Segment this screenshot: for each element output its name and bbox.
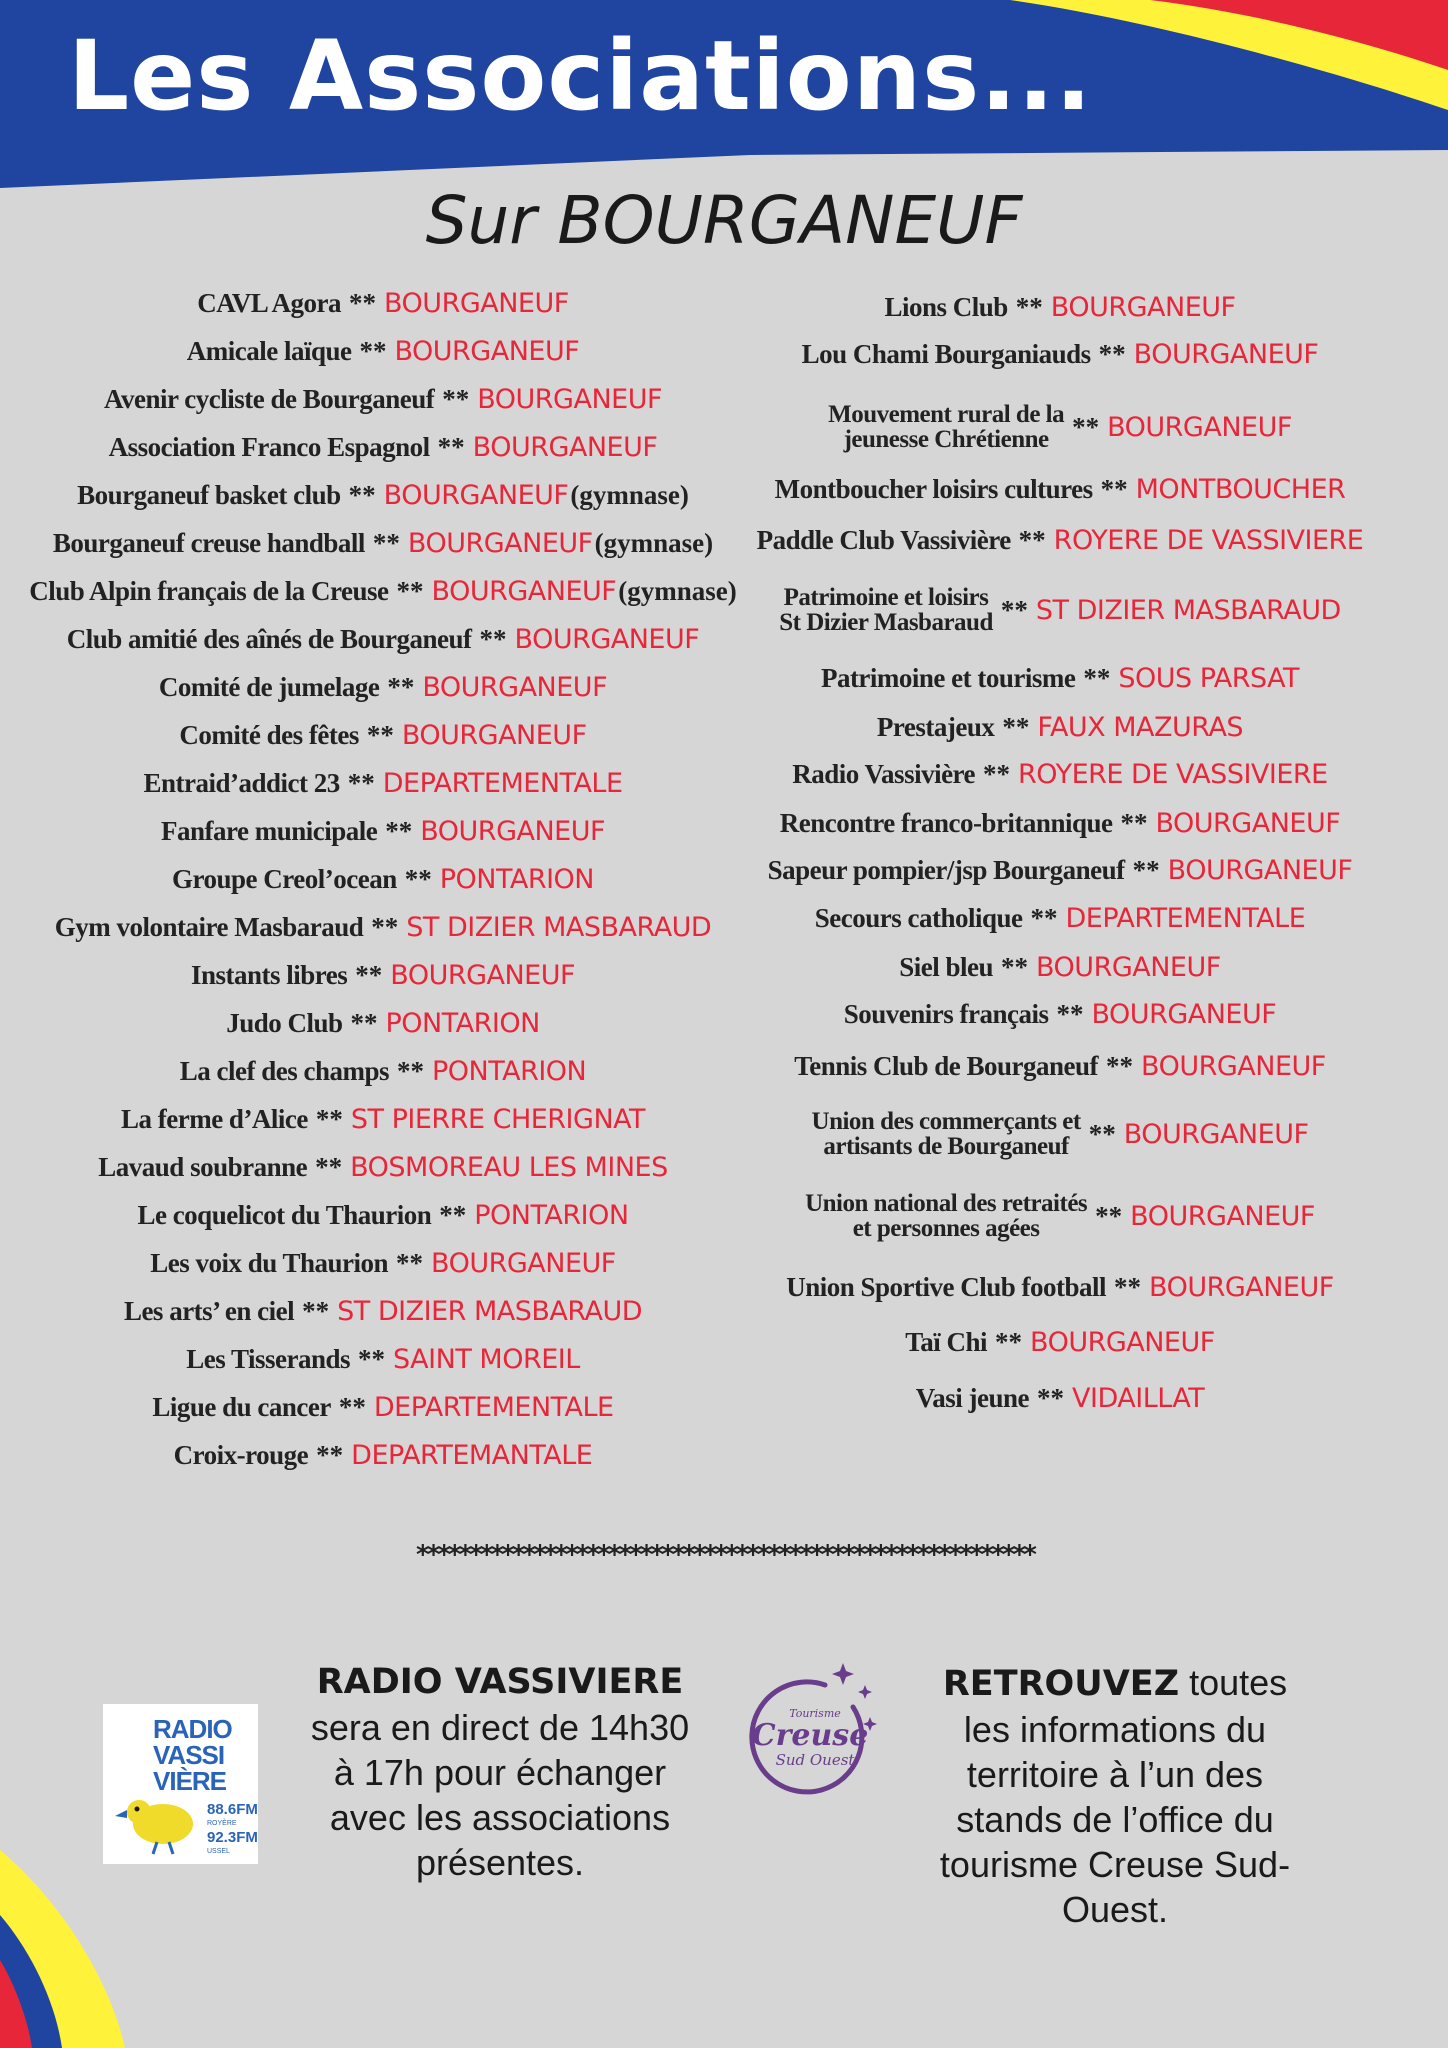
association-entry [174,1435,593,1475]
separator: ** [385,815,413,846]
separator: ** [1098,338,1126,369]
association-entry [794,1046,1326,1086]
association-name: Les Tisserands [186,1343,351,1374]
separator: ** [396,1055,424,1086]
association-location: PONTARION [385,1007,540,1039]
star-divider: ********************************************************** [415,1540,1033,1570]
association-entry [159,667,607,707]
association-entry [197,283,569,323]
association-location: BOURGANEUF [472,431,658,463]
separator: ** [316,1439,344,1470]
association-entry [109,427,658,467]
association-name: Bourganeuf creuse handball [52,527,365,558]
association-location: BOURGANEUF [1141,1050,1326,1082]
separator: ** [1001,951,1029,982]
radio-city-1: ROYÈRE [207,1820,237,1827]
association-entry [844,994,1277,1034]
tourism-logo-top: Tourisme [789,1707,841,1720]
association-name [828,402,1064,452]
association-location: BOURGANEUF [1130,1200,1315,1232]
radio-logo-line1: RADIO [153,1714,232,1744]
association-name: La clef des champs [179,1055,389,1086]
association-name: Les voix du Thaurion [150,1247,389,1278]
association-location: ROYERE DE VASSIVIERE [1053,524,1364,556]
association-entry [757,520,1364,560]
tourism-line: stands de l’office du [956,1799,1274,1840]
separator: ** [302,1295,330,1326]
radio-vassiviere-logo [103,1704,258,1864]
separator: ** [439,1199,467,1230]
association-name: Bourganeuf basket club [77,479,341,510]
separator: ** [1002,711,1030,742]
association-note: (gymnase) [594,527,714,558]
association-entry [905,1322,1215,1362]
association-location: BOURGANEUF [401,719,587,751]
association-entry [150,1243,616,1283]
association-entry [104,379,662,419]
association-name-line1: Patrimoine et loisirs [783,584,989,611]
separator: ** [1120,807,1148,838]
association-name: Judo Club [226,1007,343,1038]
separator: ** [396,575,424,606]
association-location: DEPARTEMENTALE [1065,902,1306,934]
association-name: Les arts’ en ciel [123,1295,295,1326]
separator: ** [350,1007,378,1038]
association-name [812,1109,1081,1159]
association-location: BOURGANEUF [384,287,569,319]
association-entry [828,395,1292,459]
radio-logo-line3: VIÈRE [153,1766,227,1796]
association-entry [805,1184,1315,1248]
association-name: Entraid’addict 23 [143,767,340,798]
association-entry [98,1147,667,1187]
association-name: Groupe Creol’ocean [172,863,397,894]
association-location: BOURGANEUF [431,1247,616,1279]
radio-line: à 17h pour échanger [333,1752,667,1793]
association-location: BOURGANEUF [407,527,593,559]
association-entry [53,523,713,563]
association-entry [191,955,575,995]
radio-line: sera en direct de 14h30 [310,1707,690,1748]
association-entry [161,811,605,851]
association-location: BOURGANEUF [390,959,576,991]
association-location: BOURGANEUF [383,479,569,511]
separator: ** [1015,291,1043,322]
separator: ** [479,623,507,654]
association-entry [186,1339,580,1379]
association-name: La ferme d’Alice [120,1103,308,1134]
association-location: BOURGANEUF [394,335,580,367]
association-note: (gymnase) [618,575,737,606]
separator: ** [315,1103,343,1134]
association-location: VIDAILLAT [1072,1382,1205,1414]
separator: ** [983,758,1011,789]
tourism-logo-sub: Sud Ouest [775,1751,855,1769]
separator: ** [1088,1118,1116,1149]
separator: ** [1100,473,1128,504]
association-name-line1: Union des commerçants et [811,1108,1081,1135]
association-location: PONTARION [431,1055,587,1087]
association-name: Association Franco Espagnol [108,431,430,462]
association-entry [29,571,737,611]
association-location: BOURGANEUF [1155,807,1341,839]
separator: ** [1114,1271,1142,1302]
association-location: PONTARION [474,1199,629,1231]
association-name: Ligue du cancer [152,1391,331,1422]
separator: ** [349,287,377,318]
association-name: Lions Club [884,291,1008,322]
association-name: Fanfare municipale [160,815,378,846]
tourism-announcement [890,1660,1340,1932]
separator: ** [366,719,394,750]
separator: ** [396,1247,424,1278]
association-note: (gymnase) [570,479,689,510]
association-entry [812,1102,1309,1166]
association-name: Lavaud soubranne [98,1151,308,1182]
separator: ** [1106,1050,1134,1081]
association-location: BOURGANEUF [1036,951,1221,983]
association-location: PONTARION [439,863,594,895]
association-name [779,585,993,635]
tourism-line: les informations du [963,1709,1267,1750]
association-location: BOURGANEUF [1123,1118,1309,1150]
association-location: BOURGANEUF [1050,291,1236,323]
radio-logo-line2: VASSI [153,1740,225,1770]
association-name-line2: et personnes agées [852,1215,1040,1242]
association-entry [802,334,1319,374]
association-name: CAVL Agora [197,287,342,318]
association-entry [884,287,1235,327]
association-name: Taï Chi [905,1326,988,1357]
association-location: ST DIZIER MASBARAUD [337,1295,643,1327]
association-entry [899,947,1221,987]
association-entry [815,898,1306,938]
association-name-line1: Mouvement rural de la [828,401,1065,428]
association-entry [179,715,586,755]
association-entry [172,859,594,899]
page-subtitle: Sur BOURGANEUF [425,182,1023,259]
tourism-line: tourisme Creuse Sud- [939,1844,1291,1885]
association-name: Rencontre franco-britannique [779,807,1113,838]
association-entry [779,578,1341,642]
association-name-line2: jeunesse Chrétienne [843,426,1049,453]
association-location: BOURGANEUF [477,383,662,415]
separator: ** [995,1326,1023,1357]
association-name-line1: Union national des retraités [805,1190,1088,1217]
separator: ** [437,431,465,462]
separator: ** [358,1343,386,1374]
separator: ** [371,911,399,942]
association-entry [67,619,700,659]
association-location: DEPARTEMENTALE [373,1391,614,1423]
bird-icon [111,1790,206,1855]
separator: ** [1083,662,1111,693]
association-location: BOURGANEUF [1133,338,1319,370]
association-name: Montboucher loisirs cultures [774,473,1093,504]
separator: ** [1056,998,1084,1029]
separator: ** [1030,902,1058,933]
association-location: BOURGANEUF [422,671,608,703]
separator: ** [347,767,375,798]
separator: ** [338,1391,366,1422]
association-location: BOURGANEUF [1149,1271,1334,1303]
association-name: Croix-rouge [173,1439,309,1470]
association-name: Club amitié des aînés de Bourganeuf [66,623,472,654]
separator: ** [1072,411,1100,442]
creuse-sud-ouest-logo [735,1655,885,1805]
association-entry [180,1051,587,1091]
association-entry [152,1387,613,1427]
association-name: Radio Vassivière [792,758,976,789]
separator: ** [442,383,470,414]
association-entry [77,475,689,515]
association-location: BOURGANEUF [1167,854,1353,886]
association-name: Sapeur pompier/jsp Bourganeuf [767,854,1125,885]
separator: ** [1037,1382,1065,1413]
association-name: Comité des fêtes [179,719,359,750]
association-name: Comité de jumelage [158,671,380,702]
association-location: ST DIZIER MASBARAUD [406,911,712,943]
association-location: SOUS PARSAT [1118,662,1300,694]
association-location: BOURGANEUF [431,575,617,607]
association-location: SAINT MOREIL [393,1343,580,1375]
association-entry [143,763,622,803]
radio-heading: RADIO VASSIVIERE [316,1662,684,1702]
radio-line: avec les associations [329,1797,671,1838]
separator: ** [1095,1200,1123,1231]
association-entry [792,754,1327,794]
association-name: Souvenirs français [843,998,1049,1029]
sparkle-icon [832,1663,854,1685]
radio-announcement [285,1660,715,1885]
separator: ** [315,1151,343,1182]
association-location: BOSMOREAU LES MINES [350,1151,668,1183]
association-name: Gym volontaire Masbaraud [54,911,364,942]
radio-freq-2: 92.3FM [207,1829,258,1846]
association-name: Instants libres [190,959,348,990]
association-entry [877,707,1243,747]
association-entry [55,907,711,947]
association-name-line2: St Dizier Masbaraud [779,609,993,636]
radio-line: présentes. [415,1842,585,1883]
separator: ** [1018,524,1046,555]
association-location: BOURGANEUF [1091,998,1277,1030]
separator: ** [372,527,400,558]
radio-freq-1: 88.6FM [207,1801,258,1818]
association-entry [780,803,1341,843]
tourism-logo-main: Creuse [751,1718,869,1753]
separator: ** [348,479,376,510]
association-location: DEPARTEMANTALE [351,1439,593,1471]
association-name: Secours catholique [814,902,1023,933]
tourism-line: Ouest. [1061,1889,1169,1930]
association-name: Prestajeux [876,711,995,742]
association-name: Vasi jeune [915,1382,1030,1413]
association-location: BOURGANEUF [1030,1326,1215,1358]
sparkle-icon [858,1685,872,1699]
association-name: Patrimoine et tourisme [820,662,1076,693]
association-entry [124,1291,642,1331]
association-name-line2: artisants de Bourganeuf [823,1133,1069,1160]
association-name: Union Sportive Club football [786,1271,1107,1302]
association-entry [187,331,580,371]
association-location: FAUX MAZURAS [1037,711,1244,743]
association-location: ST PIERRE CHERIGNAT [350,1103,646,1135]
association-entry [786,1267,1334,1307]
separator: ** [1132,854,1160,885]
tourism-heading-rest: toutes [1179,1662,1288,1703]
association-location: MONTBOUCHER [1135,473,1346,505]
radio-city-2: USSEL [207,1848,230,1855]
association-entry [226,1003,540,1043]
association-location: BOURGANEUF [420,815,606,847]
association-entry [916,1378,1205,1418]
association-entry [121,1099,645,1139]
association-location: DEPARTEMENTALE [382,767,623,799]
association-name: Paddle Club Vassivière [756,524,1011,555]
association-name: Lou Chami Bourganiauds [801,338,1091,369]
association-name [805,1191,1087,1241]
association-name: Club Alpin français de la Creuse [29,575,389,606]
tourism-heading: RETROUVEZ [942,1664,1180,1704]
separator: ** [387,671,415,702]
association-entry [821,658,1299,698]
association-name: Siel bleu [899,951,994,982]
association-name: Amicale laïque [186,335,352,366]
page-title: Les Associations... [68,20,1093,132]
association-entry [137,1195,628,1235]
separator: ** [355,959,383,990]
tourism-line: territoire à l’un des [966,1754,1264,1795]
association-entry [768,850,1353,890]
separator: ** [1000,594,1028,625]
association-name: Tennis Club de Bourganeuf [794,1050,1099,1081]
separator: ** [404,863,432,894]
association-name: Le coquelicot du Thaurion [137,1199,432,1230]
association-name: Avenir cycliste de Bourganeuf [104,383,435,414]
separator: ** [359,335,387,366]
association-location: ST DIZIER MASBARAUD [1035,594,1341,626]
association-location: ROYERE DE VASSIVIERE [1018,758,1328,790]
association-location: BOURGANEUF [514,623,700,655]
association-entry [775,469,1346,509]
association-location: BOURGANEUF [1107,411,1292,443]
